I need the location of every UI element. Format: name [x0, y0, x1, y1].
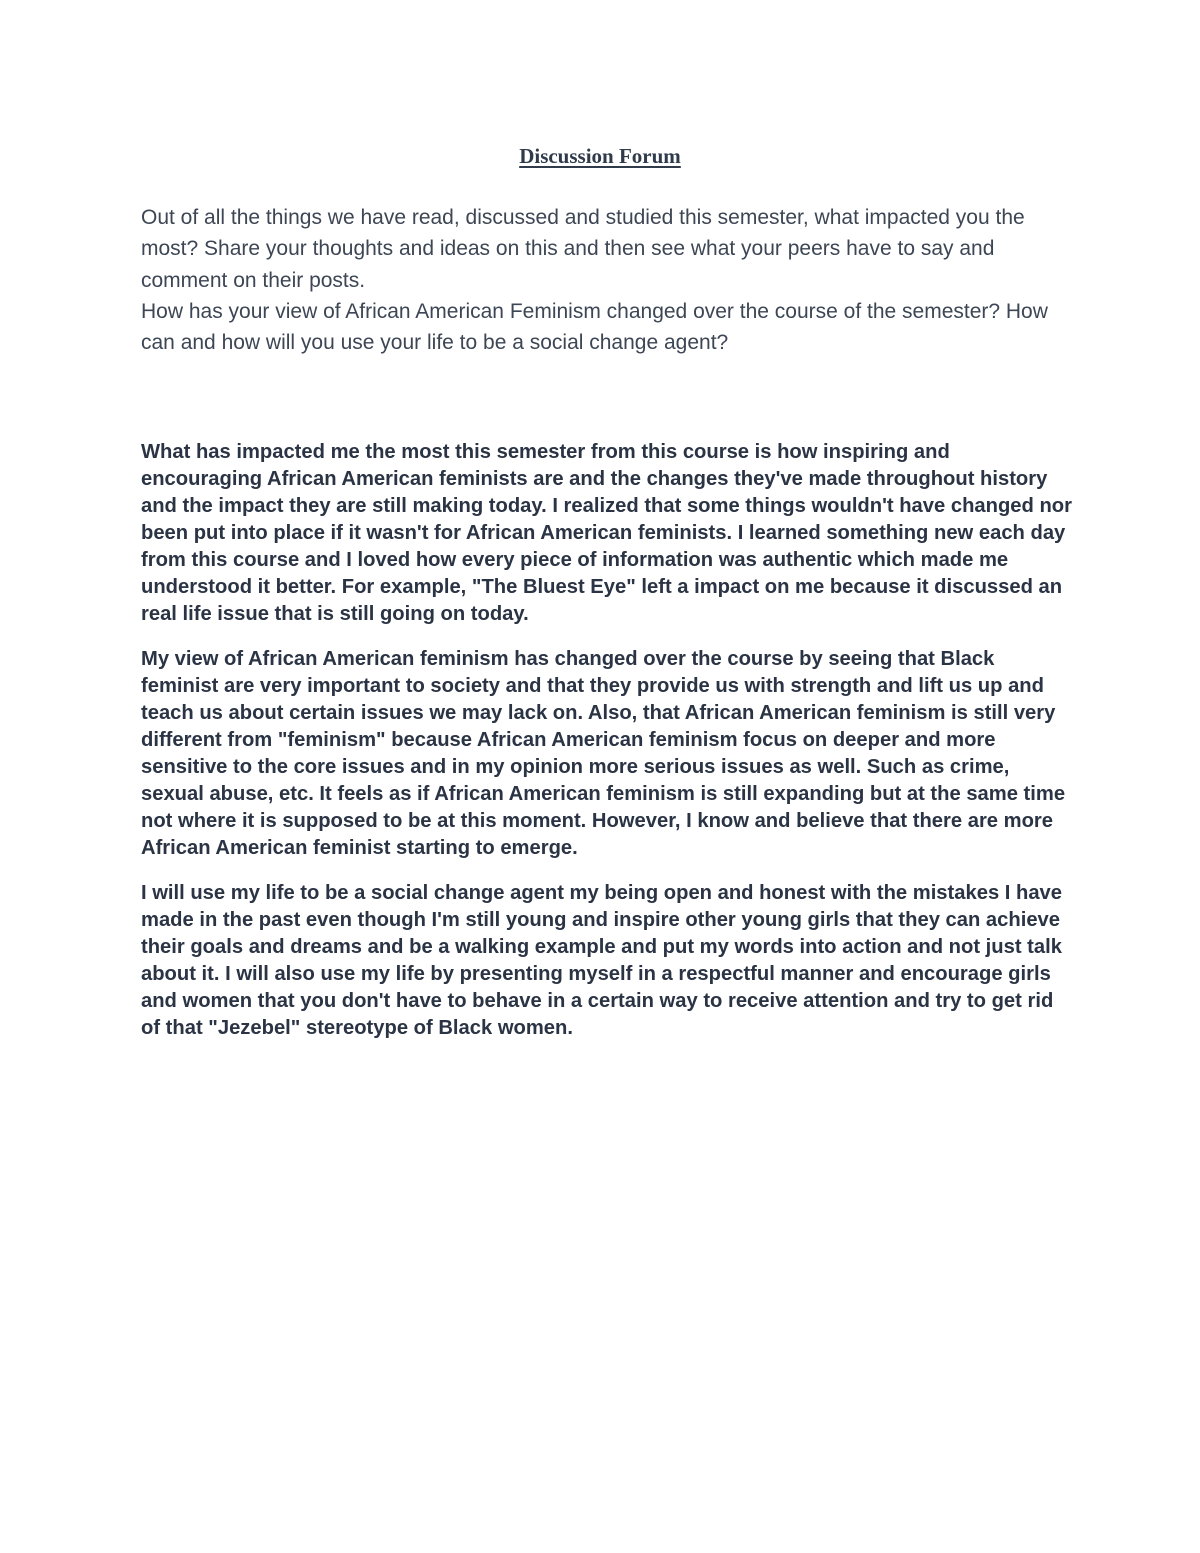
response-paragraph-2: My view of African American feminism has changed over the course by seeing that Black feminist are very important to society and that they provide us with strength and lift us up and teach us about certain issues we may lack on. Also, that African American feminism is still very different from "feminism" because African American feminism focus on deeper and more sensitive to the core issues and in my opinion more serious issues as well. Such as crime, sexual abuse, etc. It feels as if African American feminism is still expanding but at the same time not where it is supposed to be at this moment. However, I know and believe that there are more African American feminist starting to emerge. [141, 648, 1066, 859]
page-title: Discussion Forum [519, 144, 681, 168]
discussion-prompt [141, 202, 1071, 358]
response-paragraph-1: What has impacted me the most this semester from this course is how inspiring and encouraging African American feminists are and the changes they've made throughout history and the impact they are still making today. I realized that some things wouldn't have changed nor been put into place if it wasn't for African American feminists. I learned something new each day from this course and I loved how every piece of information was authentic which made me understood it better. For example, "The Bluest Eye" left a impact on me because it discussed an real life issue that is still going on today. [141, 441, 1072, 625]
prompt-paragraph-2: How has your view of African American Feminism changed over the course of the semester? How can and how will you use your life to be a social change agent? [141, 299, 1048, 355]
prompt-paragraph-1: Out of all the things we have read, discussed and studied this semester, what impacted you the most? Share your thoughts and ideas on this and then see what your peers have to say and comment on their posts. [141, 206, 1025, 292]
student-response [141, 439, 1076, 1060]
response-paragraph-3: I will use my life to be a social change agent my being open and honest with the mistakes I have made in the past even though I'm still young and inspire other young girls that they can achieve their goals and dreams and be a walking example and put my words into action and not just talk about it. I will also use my life by presenting myself in a respectful manner and encourage girls and women that you don't have to behave in a certain way to receive attention and try to get rid of that "Jezebel" stereotype of Black women. [141, 882, 1063, 1039]
